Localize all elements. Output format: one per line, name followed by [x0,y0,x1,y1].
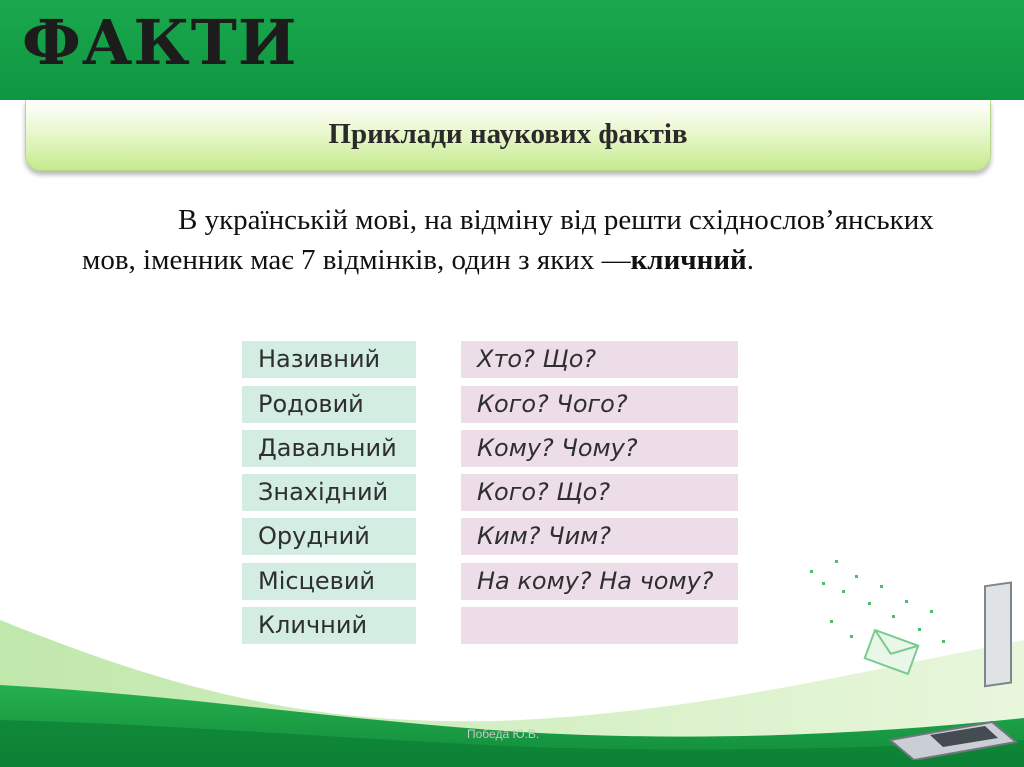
case-name-cell: Називний [242,341,416,378]
footer-author: Победа Ю.В. [467,727,540,741]
case-name-cell: Місцевий [242,563,416,600]
case-name-cell: Орудний [242,518,416,555]
fact-emphasis: кличний [630,244,747,276]
case-name-cell: Кличний [242,607,416,644]
case-name-cell: Давальний [242,430,416,467]
case-name-cell: Родовий [242,386,416,423]
case-question-cell: Хто? Що? [461,341,738,378]
subtitle-text: Приклади наукових фактів [328,118,688,150]
case-question-cell: Кого? Чого? [461,386,738,423]
case-question-cell: Кого? Що? [461,474,738,511]
fact-paragraph [82,200,942,280]
laptop-email-icon [780,530,1024,760]
case-name-cell: Знахідний [242,474,416,511]
case-question-cell: Ким? Чим? [461,518,738,555]
case-question-cell: Кому? Чому? [461,430,738,467]
subtitle-banner [25,100,991,171]
case-question-cell: На кому? На чому? [461,563,738,600]
fact-end: . [746,244,755,276]
fact-text: В українській мові, на відміну від решти східнослов’янських мов, іменник має 7 відмінків, один з яких — [82,204,934,276]
slide-title: ФАКТИ [22,6,298,79]
